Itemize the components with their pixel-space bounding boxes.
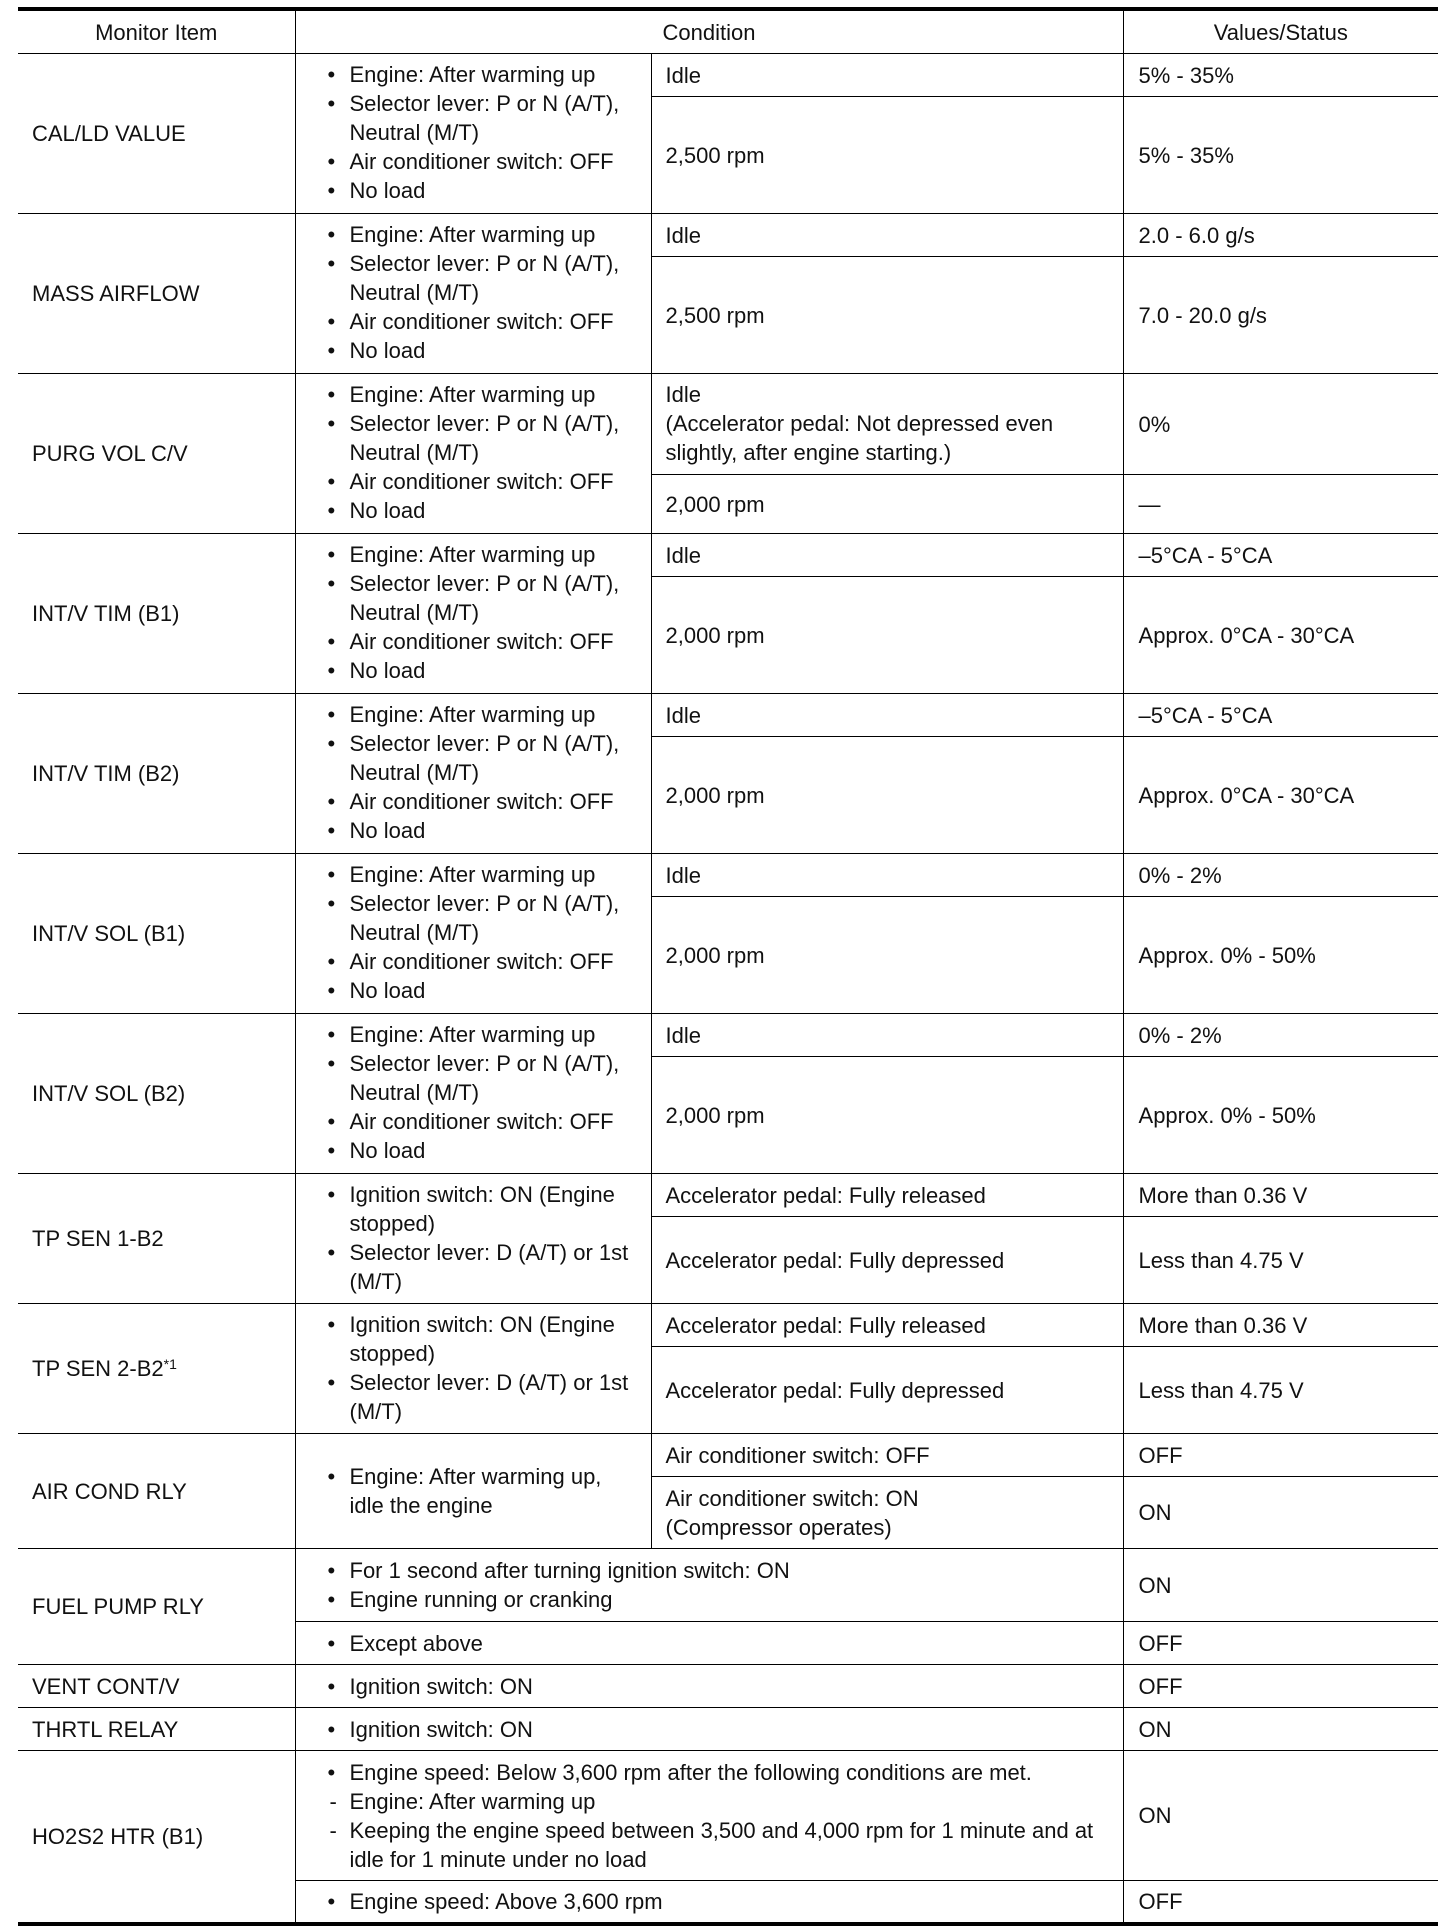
sub-condition: Idle <box>651 694 1123 737</box>
sub-condition-note: (Accelerator pedal: Not depressed even slightly, after engine starting.) <box>665 411 1054 465</box>
table-row <box>18 694 1438 737</box>
condition-bullet: • Air conditioner switch: OFF <box>310 627 637 656</box>
condition-bullet: • No load <box>310 176 637 205</box>
sub-condition: 2,500 rpm <box>651 97 1123 214</box>
table-row <box>18 374 1438 475</box>
condition-list <box>295 1708 1123 1751</box>
value: — <box>1123 475 1438 534</box>
condition-bullet: • Engine: After warming up <box>310 860 637 889</box>
monitor-item: FUEL PUMP RLY <box>18 1549 295 1665</box>
value: Approx. 0% - 50% <box>1123 897 1438 1014</box>
footnote-mark: *1 <box>163 1356 177 1372</box>
condition-bullet: • Selector lever: D (A/T) or 1st (M/T) <box>310 1238 637 1296</box>
sub-condition: 2,000 rpm <box>651 475 1123 534</box>
condition-list <box>295 1881 1123 1924</box>
value: Approx. 0% - 50% <box>1123 1057 1438 1174</box>
value: More than 0.36 V <box>1123 1304 1438 1347</box>
condition-list <box>295 854 651 1014</box>
condition-bullet: • Engine: After warming up <box>310 380 637 409</box>
value: 7.0 - 20.0 g/s <box>1123 257 1438 374</box>
condition-bullet: • No load <box>310 496 637 525</box>
condition-list <box>295 1434 651 1549</box>
condition-list <box>295 694 651 854</box>
value: Approx. 0°CA - 30°CA <box>1123 577 1438 694</box>
condition-bullet: • Selector lever: P or N (A/T), Neutral (M/T) <box>310 1049 637 1107</box>
sub-condition: Idle <box>651 534 1123 577</box>
condition-bullet: • For 1 second after turning ignition switch: ON <box>310 1556 1109 1585</box>
sub-condition: Accelerator pedal: Fully depressed <box>651 1347 1123 1434</box>
monitor-item: TP SEN 1-B2 <box>18 1174 295 1304</box>
table-row <box>18 534 1438 577</box>
sub-condition-note: (Compressor operates) <box>665 1514 892 1540</box>
table-row <box>18 1751 1438 1881</box>
table-row <box>18 1434 1438 1477</box>
sub-condition: 2,000 rpm <box>651 577 1123 694</box>
value: 2.0 - 6.0 g/s <box>1123 214 1438 257</box>
condition-bullet: • Air conditioner switch: OFF <box>310 947 637 976</box>
sub-condition: 2,500 rpm <box>651 257 1123 374</box>
condition-list <box>295 1174 651 1304</box>
value: 0% - 2% <box>1123 854 1438 897</box>
sub-condition: Idle <box>651 1014 1123 1057</box>
condition-list <box>295 1622 1123 1665</box>
monitor-item: AIR COND RLY <box>18 1434 295 1549</box>
condition-list <box>295 1751 1123 1881</box>
condition-list <box>295 374 651 534</box>
monitor-item: INT/V TIM (B1) <box>18 534 295 694</box>
sub-condition: Accelerator pedal: Fully released <box>651 1304 1123 1347</box>
condition-list <box>295 1665 1123 1708</box>
condition-dash: - Keeping the engine speed between 3,500 and 4,000 rpm for 1 minute and at idle for 1 minute under no load <box>310 1816 1109 1874</box>
condition-bullet: • Ignition switch: ON <box>310 1672 1109 1701</box>
condition-bullet: • Selector lever: P or N (A/T), Neutral (M/T) <box>310 89 637 147</box>
value: 5% - 35% <box>1123 97 1438 214</box>
value: ON <box>1123 1708 1438 1751</box>
condition-bullet: • No load <box>310 656 637 685</box>
condition-bullet: • Engine: After warming up, idle the engine <box>310 1462 637 1520</box>
condition-bullet: • Air conditioner switch: OFF <box>310 307 637 336</box>
sub-condition-line: Idle <box>665 382 701 407</box>
condition-bullet: • Engine: After warming up <box>310 700 637 729</box>
table-row <box>18 214 1438 257</box>
header-monitor-item: Monitor Item <box>18 9 295 54</box>
value: OFF <box>1123 1881 1438 1924</box>
value: 5% - 35% <box>1123 54 1438 97</box>
header-condition: Condition <box>295 9 1123 54</box>
condition-bullet: • Engine: After warming up <box>310 60 637 89</box>
table-row <box>18 1304 1438 1347</box>
value: –5°CA - 5°CA <box>1123 694 1438 737</box>
condition-dash: - Engine: After warming up <box>310 1787 1109 1816</box>
condition-bullet: • Engine: After warming up <box>310 220 637 249</box>
sub-condition: 2,000 rpm <box>651 1057 1123 1174</box>
table-row <box>18 854 1438 897</box>
condition-bullet: • Engine speed: Below 3,600 rpm after the following conditions are met. <box>310 1758 1109 1787</box>
spec-table-container <box>18 7 1438 1926</box>
monitor-item-label: TP SEN 2-B2 <box>32 1356 164 1381</box>
condition-bullet: • Engine speed: Above 3,600 rpm <box>310 1887 1109 1916</box>
value: OFF <box>1123 1622 1438 1665</box>
condition-bullet: • Engine: After warming up <box>310 540 637 569</box>
value: OFF <box>1123 1434 1438 1477</box>
value: 0% <box>1123 374 1438 475</box>
sub-condition: Idle <box>651 214 1123 257</box>
monitor-item: INT/V SOL (B1) <box>18 854 295 1014</box>
header-values: Values/Status <box>1123 9 1438 54</box>
condition-list <box>295 54 651 214</box>
condition-bullet: • No load <box>310 816 637 845</box>
condition-list <box>295 1304 651 1434</box>
sub-condition: 2,000 rpm <box>651 737 1123 854</box>
condition-bullet: • No load <box>310 336 637 365</box>
condition-bullet: • No load <box>310 1136 637 1165</box>
condition-bullet: • Engine: After warming up <box>310 1020 637 1049</box>
sub-condition: Air conditioner switch: OFF <box>651 1434 1123 1477</box>
table-row <box>18 1174 1438 1217</box>
value: Approx. 0°CA - 30°CA <box>1123 737 1438 854</box>
value: OFF <box>1123 1665 1438 1708</box>
table-row <box>18 1665 1438 1708</box>
condition-bullet: • No load <box>310 976 637 1005</box>
sub-condition-line: Air conditioner switch: ON <box>665 1485 919 1511</box>
sub-condition: 2,000 rpm <box>651 897 1123 1014</box>
value: –5°CA - 5°CA <box>1123 534 1438 577</box>
monitor-item: MASS AIRFLOW <box>18 214 295 374</box>
value: ON <box>1123 1751 1438 1881</box>
condition-bullet: • Ignition switch: ON (Engine stopped) <box>310 1180 637 1238</box>
condition-list <box>295 214 651 374</box>
sub-condition: Idle <box>651 854 1123 897</box>
monitor-item: THRTL RELAY <box>18 1708 295 1751</box>
monitor-item: CAL/LD VALUE <box>18 54 295 214</box>
monitor-item <box>18 1304 295 1434</box>
value: 0% - 2% <box>1123 1014 1438 1057</box>
table-row <box>18 1549 1438 1622</box>
condition-bullet: • Air conditioner switch: OFF <box>310 1107 637 1136</box>
condition-bullet: • Selector lever: P or N (A/T), Neutral (M/T) <box>310 409 637 467</box>
value: ON <box>1123 1549 1438 1622</box>
condition-bullet: • Engine running or cranking <box>310 1585 1109 1614</box>
condition-bullet: • Air conditioner switch: OFF <box>310 787 637 816</box>
value: Less than 4.75 V <box>1123 1217 1438 1304</box>
monitor-item: INT/V TIM (B2) <box>18 694 295 854</box>
table-row <box>18 54 1438 97</box>
condition-bullet: • Selector lever: P or N (A/T), Neutral (M/T) <box>310 889 637 947</box>
condition-bullet: • Ignition switch: ON (Engine stopped) <box>310 1310 637 1368</box>
table-row <box>18 1014 1438 1057</box>
sub-condition <box>651 374 1123 475</box>
monitor-item: PURG VOL C/V <box>18 374 295 534</box>
condition-bullet: • Air conditioner switch: OFF <box>310 147 637 176</box>
monitor-item: HO2S2 HTR (B1) <box>18 1751 295 1924</box>
condition-bullet: • Selector lever: P or N (A/T), Neutral (M/T) <box>310 729 637 787</box>
table-header <box>18 9 1438 54</box>
condition-list <box>295 534 651 694</box>
monitor-item: VENT CONT/V <box>18 1665 295 1708</box>
condition-list <box>295 1549 1123 1622</box>
monitor-spec-table <box>18 7 1438 1926</box>
condition-bullet: • Except above <box>310 1629 1109 1658</box>
condition-bullet: • Selector lever: D (A/T) or 1st (M/T) <box>310 1368 637 1426</box>
condition-bullet: • Selector lever: P or N (A/T), Neutral (M/T) <box>310 249 637 307</box>
sub-condition: Accelerator pedal: Fully depressed <box>651 1217 1123 1304</box>
condition-list <box>295 1014 651 1174</box>
value: More than 0.36 V <box>1123 1174 1438 1217</box>
condition-bullet: • Ignition switch: ON <box>310 1715 1109 1744</box>
value: Less than 4.75 V <box>1123 1347 1438 1434</box>
sub-condition: Accelerator pedal: Fully released <box>651 1174 1123 1217</box>
condition-bullet: • Air conditioner switch: OFF <box>310 467 637 496</box>
monitor-item: INT/V SOL (B2) <box>18 1014 295 1174</box>
table-row <box>18 1708 1438 1751</box>
sub-condition: Idle <box>651 54 1123 97</box>
sub-condition <box>651 1477 1123 1549</box>
condition-bullet: • Selector lever: P or N (A/T), Neutral (M/T) <box>310 569 637 627</box>
value: ON <box>1123 1477 1438 1549</box>
